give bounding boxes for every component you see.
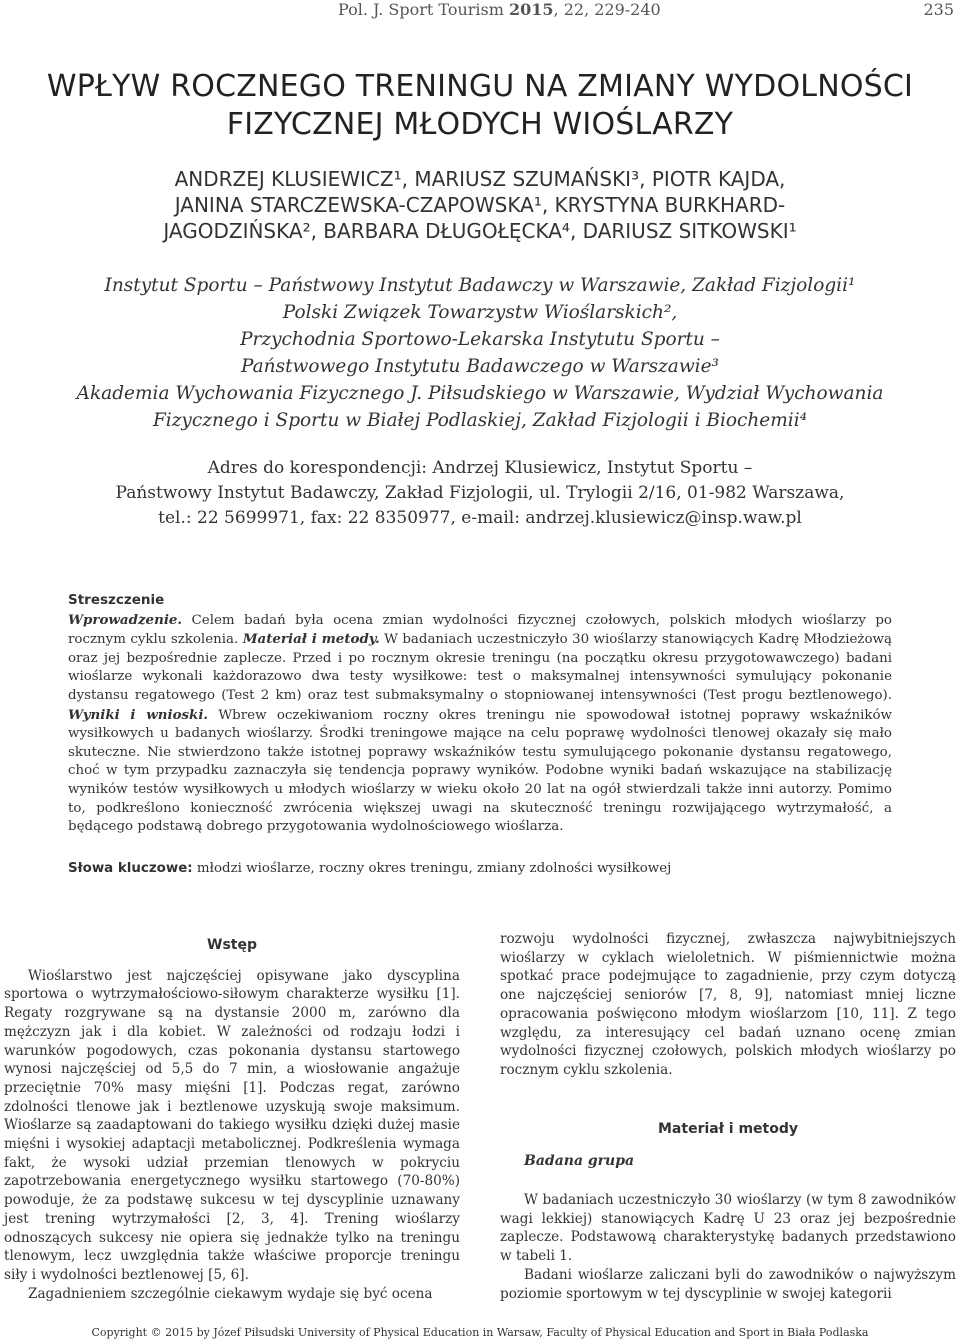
affiliations: [40, 272, 920, 434]
authors-line: ANDRZEJ KLUSIEWICZ¹, MARIUSZ SZUMAŃSKI³, PIOTR KAJDA,: [174, 167, 786, 191]
article-title: [40, 68, 920, 144]
affiliation-line: Akademia Wychowania Fizycznego J. Piłsudskiego w Warszawie, Wydział Wychowania: [76, 383, 884, 404]
correspondence-address: [40, 456, 920, 531]
results-text: Wbrew oczekiwaniom roczny okres treningu nie spowodował istotnej poprawy wskaźników wysiłkowych u badanych wioślarzy. Środki treningowe mające na celu poprawę wydolności tlenowej okazały się mało skuteczne. Nie stwierdzono także istotnej poprawy wskaźników testu symulującego pokonanie dystansu regatowego, choć w tym przypadku zaznaczyła się tendencja poprawy wyników. Podobne wyniki badań wskazujące na stabilizację wyników testów wysiłkowych u młodych wioślarzy w wieku około 20 lat na ogół stwierdzali także inni autorzy. Pomimo to, podkreślono konieczność zwrócenia większej uwagi na skuteczność treningu rozwijającego wytrzymałość, a będącego podstawą dobrego przygotowania wydolnościowego wioślarza.: [68, 707, 892, 835]
affiliation-line: Fizycznego i Sportu w Białej Podlaskiej, Zakład Fizjologii i Biochemii⁴: [152, 410, 808, 431]
correspondence-line: Adres do korespondencji: Andrzej Klusiewicz, Instytut Sportu –: [207, 458, 753, 478]
abstract-heading: Streszczenie: [68, 592, 165, 608]
journal-citation: [338, 0, 661, 19]
journal-volume-pages: , 22, 229-240: [553, 0, 661, 19]
results-label: Wyniki i wnioski.: [68, 706, 209, 723]
keywords-label: Słowa kluczowe:: [68, 861, 193, 876]
keywords: [68, 861, 892, 876]
subsection-heading: Badana grupa: [524, 1153, 635, 1170]
authors-line: JANINA STARCZEWSKA-CZAPOWSKA¹, KRYSTYNA BURKHARD-: [174, 193, 786, 217]
copyright-footer: Copyright © 2015 by Józef Piłsudski University of Physical Education in Warsaw, Faculty of Physical Education and Sport in Biała Podlaska: [91, 1326, 869, 1339]
paragraph: W badaniach uczestniczyło 30 wioślarzy (w tym 8 zawodników wagi lekkiej) stanowiących Kadrę U 23 oraz jej bezpośrednie zaplecze. Podstawową charakterystykę badanych przedstawiono w tabeli 1.: [500, 1192, 956, 1265]
keywords-text: młodzi wioślarze, roczny okres treningu, zmiany zdolności wysiłkowej: [192, 861, 672, 876]
correspondence-line: tel.: 22 5699971, fax: 22 8350977, e-mail: andrzej.klusiewicz@insp.waw.pl: [158, 508, 802, 528]
methods-label: Materiał i metody.: [242, 631, 380, 648]
right-column: [500, 930, 956, 1303]
affiliation-line: Państwowego Instytutu Badawczego w Warszawie³: [241, 356, 719, 377]
affiliation-line: Przychodnia Sportowo-Lekarska Instytutu Sportu –: [240, 329, 720, 350]
intro-text: Celem badań była ocena zmian wydolności fizycznej czołowych, polskich młodych wioślarzy po rocznym cyklu szkolenia.: [68, 612, 892, 648]
affiliation-line: Polski Związek Towarzystw Wioślarskich²,: [282, 302, 678, 323]
running-head: [0, 0, 960, 20]
author-list: [60, 166, 900, 244]
title-line: WPŁYW ROCZNEGO TRENINGU NA ZMIANY WYDOLNOŚCI: [46, 69, 914, 104]
paragraph: Badani wioślarze zaliczani byli do zawodników o najwyższym poziomie sportowym w tej dyscyplinie w swojej kategorii: [500, 1266, 956, 1302]
methods-text: W badaniach uczestniczyło 30 wioślarzy stanowiących Kadrę Młodzieżową oraz jej bezpośrednie zaplecze. Przed i po rocznym okresie treningu (na początku okresu przygotowawczego) badani wioślarze wykonali każdorazowo dwa testy wysiłkowe: test o maksymalnej intensywności symulujący pokonanie dystansu regatowego (Test 2 km) oraz test submaksymalny o stopniowanej intensywności (Test progu beztlenowego).: [68, 632, 892, 703]
section-heading-introduction: Wstęp: [207, 937, 257, 953]
left-column: [4, 930, 460, 1303]
paragraph: Wioślarstwo jest najczęściej opisywane jako dyscyplina sportowa o wytrzymałościowo-siłowym charakterze wysiłku [1]. Regaty rozgrywane są na dystansie 2000 m, zarówno dla mężczyzn jak i dla kobiet. W zależności od rodzaju łodzi i warunków pogodowych, czas pokonania dystansu startowego wynosi najczęściej od 5,5 do 7 min, a wiosłowanie angażuje przeciętnie 70% masy mięśni [1]. Podczas regat, zarówno zdolności tlenowe jak i beztlenowe uzyskują swoje maksimum. Wioślarze są zaadaptowani do takiego wysiłku dzięki dużej masie mięśni i wysokiej adaptacji metabolicznej. Podkreślenia wymaga fakt, że wysoki udział przemian tlenowych w pokryciu zapotrzebowania energetycznego wysiłku startowego (70-80%) powoduje, że za podstawę sukcesu w tej dyscyplinie uznawany jest trening wytrzymałości [2, 3, 4]. Trening wioślarzy odnoszących sukcesy nie opiera się jednakże tylko na treningu tlenowym, lecz uwzględnia także właściwe proporcje treningu siły i wydolności beztlenowej [5, 6].: [4, 967, 460, 1283]
affiliation-line: Instytut Sportu – Państwowy Instytut Badawczy w Warszawie, Zakład Fizjologii¹: [104, 275, 856, 296]
authors-line: JAGODZIŃSKA², BARBARA DŁUGOŁĘCKA⁴, DARIUSZ SITKOWSKI¹: [163, 219, 797, 243]
page-number: 235: [923, 0, 954, 19]
abstract-body: [68, 611, 892, 837]
paragraph: Zagadnieniem szczególnie ciekawym wydaje się być ocena: [28, 1285, 433, 1302]
journal-year: 2015: [509, 0, 554, 19]
abstract: [68, 591, 892, 837]
correspondence-line: Państwowy Instytut Badawczy, Zakład Fizjologii, ul. Trylogii 2/16, 01-982 Warszawa,: [115, 483, 845, 503]
section-heading-methods: Materiał i metody: [658, 1120, 798, 1137]
title-line: FIZYCZNEJ MŁODYCH WIOŚLARZY: [226, 107, 734, 142]
intro-label: Wprowadzenie.: [68, 611, 183, 628]
journal-name: Pol. J. Sport Tourism: [338, 0, 504, 19]
paragraph: rozwoju wydolności fizycznej, zwłaszcza najwybitniejszych wioślarzy w cyklach wieloletnich. W piśmiennictwie można spotkać prace podejmujące to zagadnienie, przy czym dotyczą one najczęściej seniorów [7, 8, 9], natomiast mniej liczne opracowania poświęcono młodym wioślarzom [10, 11]. Z tego względu, za interesujący cel badań uznano ocenę zmian wydolności fizycznej czołowych, polskich młodych wioślarzy po rocznym cyklu szkolenia.: [500, 931, 956, 1078]
